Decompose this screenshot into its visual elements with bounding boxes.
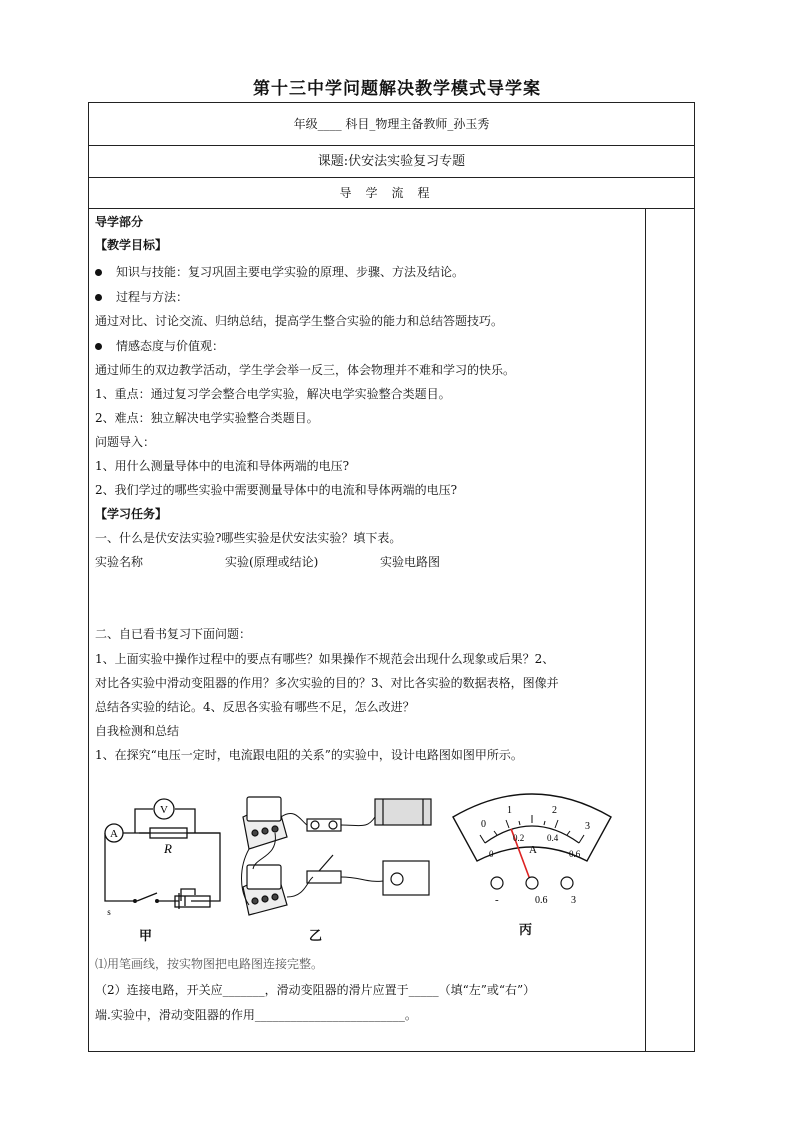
lesson-table [88, 102, 695, 1052]
circuit-diagram-figure [95, 789, 225, 919]
resistor-label: R [164, 841, 172, 856]
task-1: 一、什么是伏安法实验?哪些实验是伏安法实验？填下表。 [95, 531, 402, 545]
goal-knowledge: 知识与技能：复习巩固主要电学实验的原理、步骤、方法及结论。 [95, 263, 464, 280]
notes-column-divider [645, 209, 646, 1051]
bullet-icon [95, 269, 102, 276]
terminal-3 [561, 877, 573, 889]
task-2-line-1: 1、上面实验中操作过程中的要点有哪些？如果操作不规范会出现什么现象或后果？2、 [95, 652, 555, 666]
ammeter-dial-figure [447, 781, 617, 911]
bullet-icon [95, 343, 102, 350]
figure-area [95, 781, 643, 944]
scale-top-3: 3 [585, 821, 590, 832]
terminal-label-3: 3 [571, 895, 576, 906]
goals-heading: 【教学目标】 [95, 238, 168, 252]
page-title: 第十三中学问题解决教学模式导学案 [253, 79, 541, 99]
info-row: 年级____ 科目_物理主备教师_孙玉秀 [89, 103, 694, 146]
apparatus-figure [235, 787, 435, 917]
self-check: 自我检测和总结 [95, 724, 180, 738]
intro-heading: 问题导入： [95, 435, 156, 449]
terminal-0-6 [526, 877, 538, 889]
switch-label: s [107, 907, 111, 917]
voltmeter-symbol: V [160, 804, 168, 816]
task-heading: 【学习任务】 [95, 507, 168, 521]
scale-bottom-1: 0.2 [513, 833, 525, 843]
question-2-line-1: （2）连接电路，开关应_______，滑动变阻器的滑片应置于_____（填“左”或“右”） [95, 983, 536, 997]
terminal-label-0-6: 0.6 [535, 895, 548, 906]
key-point: 1、重点：通过复习学会整合电学实验，解决电学实验整合类题目。 [95, 387, 451, 401]
terminal-negative [491, 877, 503, 889]
table-col-name: 实验名称 [95, 555, 144, 569]
table-col-principle: 实验(原理或结论) [225, 555, 319, 569]
terminal-label-negative: - [495, 894, 499, 906]
goal-process: 过程与方法： [95, 288, 188, 305]
ammeter-symbol: A [110, 828, 118, 840]
scale-bottom-3: 0.6 [569, 849, 581, 859]
task-2-line-2: 对比各实验中滑动变阻器的作用？多次实验的目的？3、对比各实验的数据表格，图像并 [95, 676, 559, 690]
intro-question-2: 2、我们学过的哪些实验中需要测量导体中的电流和导体两端的电压? [95, 483, 458, 497]
exercise-1: 1、在探究“电压一定时，电流跟电阻的关系”的实验中，设计电路图如图甲所示。 [95, 748, 523, 762]
goal-attitude-detail: 通过师生的双边教学活动，学生学会举一反三，体会物理并不难和学习的快乐。 [95, 363, 516, 377]
meter-unit: A [529, 844, 537, 856]
scale-bottom-2: 0.4 [547, 833, 559, 843]
question-2-line-2: 端.实验中，滑动变阻器的作用_________________________。 [95, 1008, 417, 1022]
bullet-icon [95, 294, 102, 301]
scale-top-2: 2 [552, 805, 557, 816]
goal-attitude: 情感态度与价值观： [95, 337, 224, 354]
scale-bottom-0: 0 [489, 849, 494, 859]
scale-top-1: 1 [507, 805, 512, 816]
goal-process-detail: 通过对比、讨论交流、归纳总结，提高学生整合实验的能力和总结答题技巧。 [95, 314, 504, 328]
table-col-circuit: 实验电路图 [380, 555, 441, 569]
question-1: ⑴用笔画线，按实物图把电路图连接完整。 [95, 957, 324, 971]
flow-row: 导学流程 [89, 178, 694, 209]
section-title: 导学部分 [95, 215, 144, 229]
figure-label-b: 乙 [309, 929, 323, 944]
intro-question-1: 1、用什么测量导体中的电流和导体两端的电压? [95, 459, 350, 473]
topic-row: 课题:伏安法实验复习专题 [89, 146, 694, 178]
scale-top-0: 0 [481, 819, 486, 830]
figure-label-a: 甲 [139, 929, 153, 944]
figure-label-c: 丙 [519, 923, 533, 938]
task-2-line-3: 总结各实验的结论。4、反思各实验有哪些不足，怎么改进？ [95, 700, 415, 714]
task-2: 二、自已看书复习下面问题： [95, 627, 252, 641]
difficulty: 2、难点：独立解决电学实验整合类题目。 [95, 411, 319, 425]
